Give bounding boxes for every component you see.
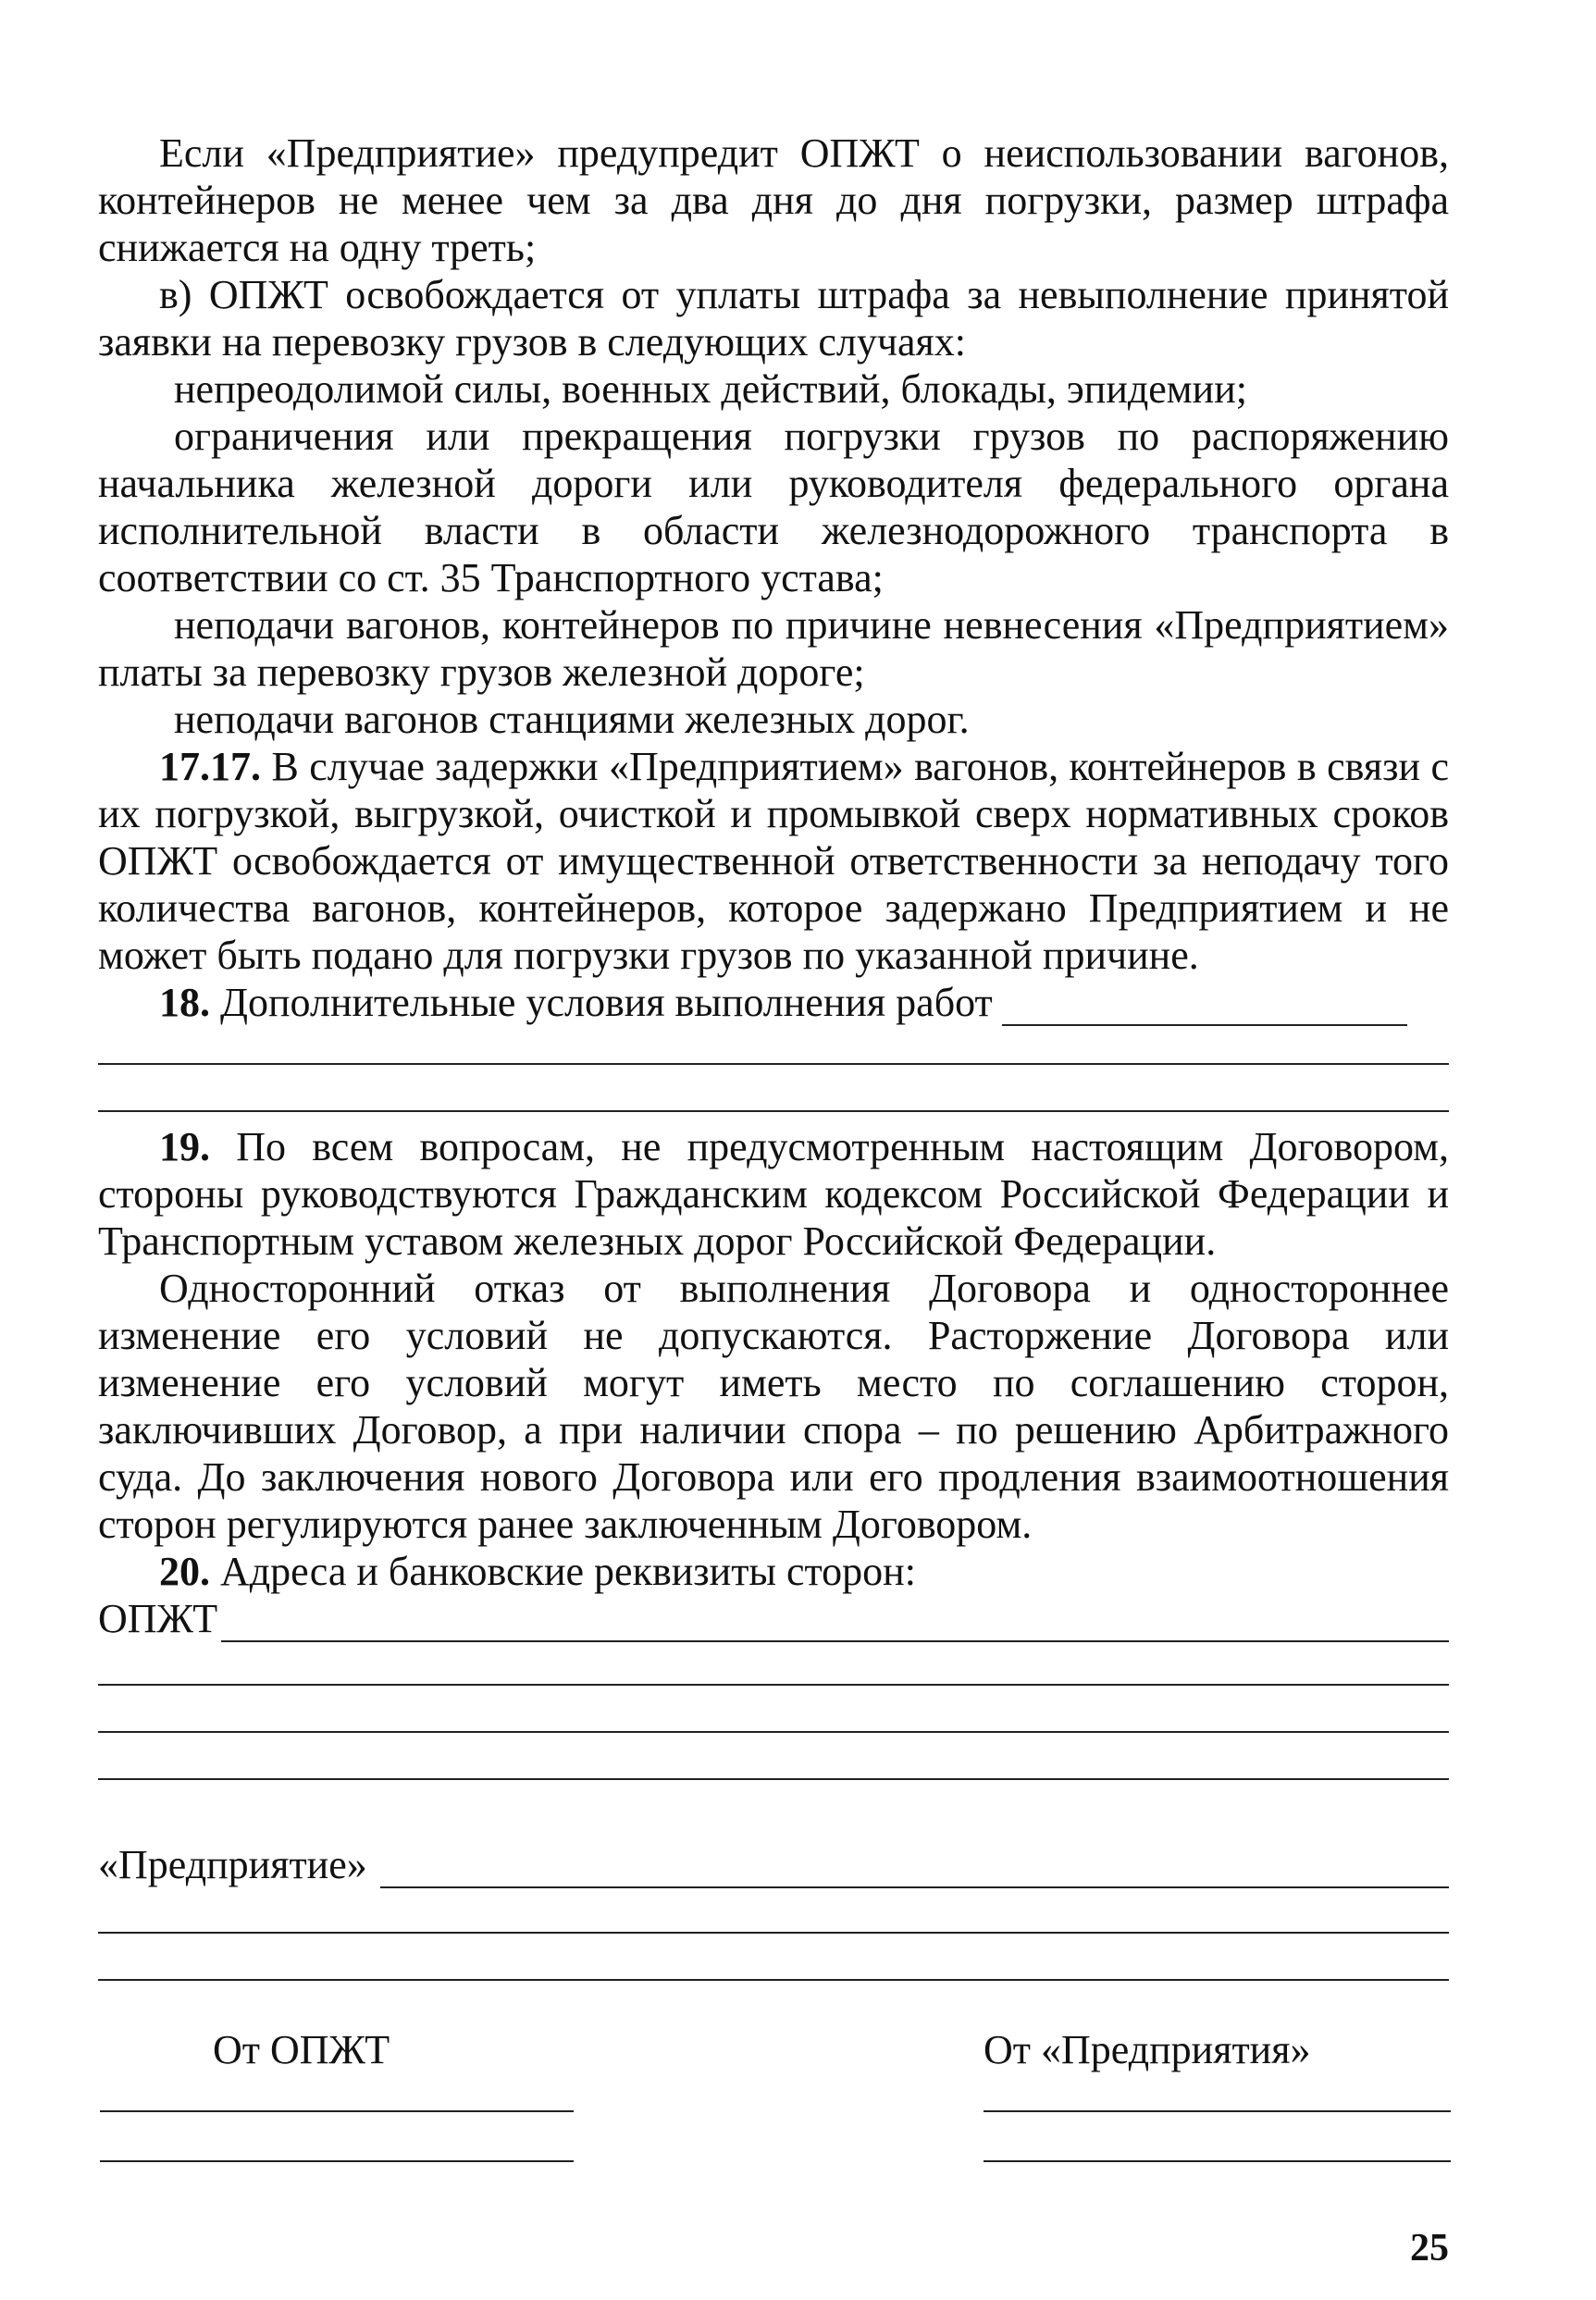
clause-number: 20. xyxy=(159,1549,210,1594)
paragraph-17-17 xyxy=(98,743,1449,979)
blank-line xyxy=(98,1932,1449,1934)
clause-number: 19. xyxy=(159,1124,210,1169)
clause-text: По всем вопросам, не предусмотренным настоящим Договором, стороны руководствуются Гражданским кодексом Российской Федерации и Транспортным уставом железных дорог Российской Федерации. xyxy=(98,1124,1449,1264)
blank-line xyxy=(1002,985,1407,1026)
blank-line xyxy=(221,1601,1449,1642)
clause-number: 17.17. xyxy=(159,744,261,789)
blank-line xyxy=(98,1979,1449,1981)
blank-line xyxy=(98,1731,1449,1733)
paragraph-20 xyxy=(98,1548,1449,1595)
page-number: 25 xyxy=(1410,2227,1449,2269)
paragraph-unilateral-refusal: Односторонний отказ от выполнения Договора и одностороннее изменение его условий не допускаются. Расторжение Договора или изменение его условий могут иметь место по соглашению сторон, заключивших Договор, а при наличии спора – по решению Арбитражного суда. До заключения нового Договора или его продления взаимоотношения сторон регулируются ранее заключенным Договором. xyxy=(98,1266,1449,1547)
signature-line xyxy=(984,2110,1451,2112)
enterprise-details-field xyxy=(98,1841,1449,1888)
paragraph-fine-reduction: Если «Предприятие» предупредит ОПЖТ о неиспользовании вагонов, контейнеров не менее чем за два дня до дня погрузки, размер штрафа снижается на одну треть; xyxy=(98,130,1449,270)
clause-text: Адреса и банковские реквизиты сторон: xyxy=(210,1549,916,1594)
blank-line xyxy=(98,1778,1449,1780)
paragraph-payment-failure: неподачи вагонов, контейнеров по причине невнесения «Предприятием» платы за перевозку грузов железной дороге; xyxy=(98,602,1449,695)
blank-line xyxy=(380,1848,1449,1888)
signature-label-opzht: От ОПЖТ xyxy=(213,2027,390,2072)
enterprise-label: «Предприятие» xyxy=(98,1842,367,1887)
clause-text: В случае задержки «Предприятием» вагонов, контейнеров в связи с их погрузкой, выгрузкой, очисткой и промывкой сверх нормативных сроков ОПЖТ освобождается от имущественной ответственности за неподачу того количества вагонов, контейнеров, которое задержано Предприятием и не может быть подано для погрузки грузов по указанной причине. xyxy=(98,744,1449,978)
paragraph-loading-restriction: ограничения или прекращения погрузки грузов по распоряжению начальника железной дороги или руководителя федерального органа исполнительной власти в области железнодорожного транспорта в соответствии со ст. 35 Транспортного устава; xyxy=(98,414,1449,600)
paragraph-force-majeure: непреодолимой силы, военных действий, блокады, эпидемии; xyxy=(174,366,1247,412)
paragraph-exemption-cases: в) ОПЖТ освобождается от уплаты штрафа за невыполнение принятой заявки на перевозку грузов в следующих случаях: xyxy=(98,272,1449,365)
document-page xyxy=(98,130,1449,1981)
clause-number: 18. xyxy=(159,980,210,1025)
signature-line xyxy=(984,2160,1451,2162)
paragraph-19 xyxy=(98,1123,1449,1265)
blank-line xyxy=(98,1063,1449,1065)
opzht-label: ОПЖТ xyxy=(98,1596,218,1641)
blank-line xyxy=(98,1684,1449,1686)
blank-line xyxy=(98,1110,1449,1112)
signature-line xyxy=(100,2160,574,2162)
opzht-details-field xyxy=(98,1595,1449,1642)
clause-18-text xyxy=(159,979,993,1026)
clause-text: Дополнительные условия выполнения работ xyxy=(210,980,993,1025)
signature-label-enterprise: От «Предприятия» xyxy=(984,2027,1311,2072)
paragraph-station-failure: неподачи вагонов станциями железных дорог. xyxy=(174,697,970,742)
paragraph-18 xyxy=(98,979,1449,1026)
signature-line xyxy=(100,2110,574,2112)
